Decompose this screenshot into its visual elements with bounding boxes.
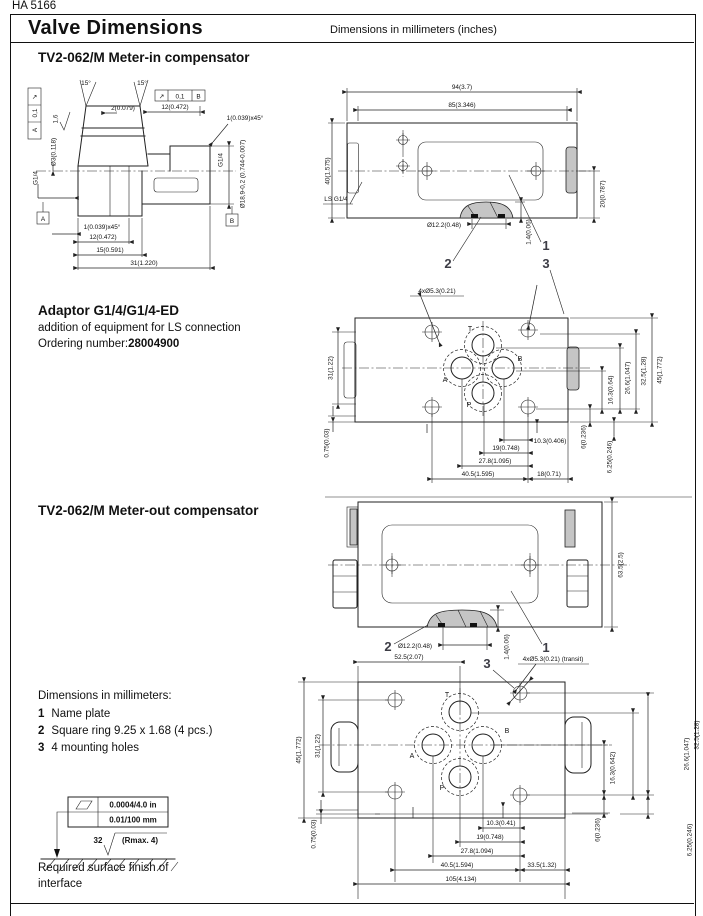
dim-85: 85(3.346) <box>448 102 476 109</box>
legend-item-num: 1 <box>38 708 45 720</box>
dim-635: 63.5(2.5) <box>617 552 625 578</box>
bottom-view-labels <box>410 656 589 792</box>
adaptor-outline <box>342 318 592 433</box>
dim-dia189: Ø18,9-0,2 (0.744-0.007) <box>239 139 247 209</box>
dim-ls-port: LS G1/4 <box>324 196 348 203</box>
callout-3: 3 <box>483 656 491 671</box>
hex-fitting-left <box>333 560 357 608</box>
footer-divider <box>10 903 694 904</box>
rmax-value: (Rmax. 4) <box>121 836 159 845</box>
dim-6: 6(0.236) <box>594 818 602 842</box>
port-b-label: B <box>504 728 510 735</box>
adaptor-view <box>300 285 700 495</box>
port-a-label: A <box>409 753 415 760</box>
dim-12-top: 12(0.472) <box>161 104 189 111</box>
dim-dia3: Ø3(0.118) <box>50 137 58 167</box>
dim-19: 19(0.748) <box>476 834 504 841</box>
dim-20: 20(0.787) <box>599 180 607 208</box>
dim-g14-left: G1/4 <box>32 171 40 185</box>
section-adaptor-title: Adaptor G1/4/G1/4-ED <box>38 303 180 318</box>
ordering-label: Ordering number: <box>38 338 129 350</box>
dim-278: 27.8(1.094) <box>460 848 494 855</box>
page-title: Valve Dimensions <box>28 17 203 39</box>
dim-625: 6.25(0.246) <box>606 440 614 474</box>
legend-item-text: Name plate <box>51 708 111 720</box>
dim-19: 19(0.748) <box>492 445 520 452</box>
dim-103: 10.3(0.41) <box>486 820 516 827</box>
flatness-in: 0.0004/4.0 in <box>109 800 157 810</box>
port-boss-left <box>331 722 358 772</box>
dim-holes: 4xØ5.3(0.21) <box>418 288 456 295</box>
dim-angle-right: 15° <box>137 80 147 87</box>
dim-18: 18(0.71) <box>537 471 561 478</box>
datum-ref-a: A <box>32 127 39 133</box>
dim-chamfer-top: 1(0.039)x45° <box>226 115 264 122</box>
dim-roughness: 1,6 <box>52 114 60 124</box>
port-t-label: T <box>467 326 473 333</box>
runout-symbol: ↗ <box>31 94 38 101</box>
legend-item-text: Square ring 9.25 x 1.68 (4 pcs.) <box>51 725 213 737</box>
square-ring-seal <box>460 202 513 218</box>
roughness-value: 32 <box>93 836 103 845</box>
dim-40: 40(1.575) <box>324 157 332 185</box>
flatness-icon <box>76 801 92 809</box>
callout-1: 1 <box>542 640 550 655</box>
adaptor-labels <box>410 285 537 409</box>
dim-dia12: Ø12.2(0.48) <box>397 643 433 650</box>
dim-278: 27.8(1.095) <box>478 458 512 465</box>
dim-525: 52.5(2.07) <box>394 654 424 661</box>
dim-angle-left: 15° <box>81 80 91 87</box>
surface-finish-caption: Required surface finish of interface <box>38 862 169 890</box>
side-view-dimensions <box>33 79 264 270</box>
callout-2: 2 <box>444 256 452 271</box>
legend <box>38 688 213 757</box>
dim-625: 6.25(0.246) <box>686 823 694 857</box>
document-code: HA 5166 <box>12 0 57 12</box>
ordering-line <box>38 338 179 350</box>
dim-325: 32.5(1.28) <box>640 356 648 386</box>
dim-12-bottom: 12(0.472) <box>89 234 117 241</box>
legend-item <box>38 706 213 723</box>
dim-31: 31(1.22) <box>327 356 335 380</box>
callout-3: 3 <box>542 256 550 271</box>
legend-item-text: 4 mounting holes <box>51 742 139 754</box>
dim-405: 40.5(1.595) <box>461 471 495 478</box>
meter-out-top-view <box>300 495 700 675</box>
meter-in-side-view <box>22 76 322 298</box>
tolerance-value-b: 0,1 <box>175 93 185 101</box>
meter-in-top-view <box>322 78 703 315</box>
dim-31: 31(1.22) <box>314 734 322 758</box>
section-meter-in-title: TV2-062/M Meter-in compensator <box>38 50 250 65</box>
legend-title: Dimensions in millimeters: <box>38 690 172 702</box>
dim-94: 94(3.7) <box>451 84 473 91</box>
dim-266: 26.6(1.047) <box>624 361 632 395</box>
dim-266: 26.6(1.047) <box>683 737 691 771</box>
dim-14: 1.4(0.06) <box>525 219 533 245</box>
dim-075: 0.75(0.03) <box>323 428 331 458</box>
top-view-dimensions <box>323 84 607 314</box>
callout-1: 1 <box>542 238 550 253</box>
datum-flag-b: B <box>229 218 235 225</box>
dim-14: 1.4(0.06) <box>503 634 511 660</box>
body-outline <box>338 123 592 218</box>
legend-item-num: 2 <box>38 725 45 737</box>
section-meter-out-title: TV2-062/M Meter-out compensator <box>38 503 259 518</box>
units-note: Dimensions in millimeters (inches) <box>330 24 497 36</box>
datum-flag-a: A <box>40 216 46 223</box>
name-plate <box>382 525 538 603</box>
legend-item <box>38 740 213 757</box>
dim-103: 10.3(0.406) <box>533 438 567 445</box>
dim-groove: 2(0.079) <box>111 105 135 112</box>
dim-45: 45(1.772) <box>295 736 303 764</box>
dim-105: 105(4.134) <box>445 876 477 883</box>
dim-325: 32.5(1.28) <box>693 720 701 750</box>
dim-31: 31(1.220) <box>130 260 158 267</box>
dim-holes-transit: 4xØ5.3(0.21) (transit) <box>522 656 584 663</box>
flatness-mm: 0.01/100 mm <box>109 815 157 825</box>
ordering-number: 28004900 <box>128 338 180 350</box>
callout-2: 2 <box>384 639 392 654</box>
dim-g14-right: G1/4 <box>217 153 225 167</box>
dim-075: 0.75(0.03) <box>310 819 318 849</box>
body-outline <box>320 682 612 818</box>
cartridge-outline <box>36 80 236 216</box>
meter-out-bottom-view <box>290 650 702 916</box>
arrow-down-icon <box>54 849 60 858</box>
dim-chamfer-bottom: 1(0.039)x45° <box>83 224 121 231</box>
hex-fitting-right <box>567 560 588 607</box>
dim-45: 45(1.772) <box>656 356 664 384</box>
port-a-label: A <box>442 377 448 384</box>
body-outline <box>328 502 630 627</box>
legend-item <box>38 723 213 740</box>
dim-163: 16.3(0.64) <box>607 375 615 405</box>
dim-405: 40.5(1.594) <box>440 862 474 869</box>
dim-15: 15(0.591) <box>96 247 124 254</box>
dim-163: 16.3(0.642) <box>609 751 617 785</box>
dim-6: 6(0.236) <box>580 425 588 449</box>
tolerance-value-a: 0,1 <box>32 108 39 118</box>
adaptor-subtitle: addition of equipment for LS connection <box>38 322 241 334</box>
legend-item-num: 3 <box>38 742 45 754</box>
port-p-label: P <box>439 785 445 792</box>
port-t-label: T <box>444 692 450 699</box>
bottom-view-dimensions <box>296 654 701 899</box>
dim-dia12: Ø12.2(0.48) <box>426 222 462 229</box>
port-p-label: P <box>466 402 472 409</box>
datum-ref-b: B <box>196 93 201 101</box>
runout-symbol: ↗ <box>158 93 165 101</box>
port-b-label: B <box>517 356 523 363</box>
dim-335: 33.5(1.32) <box>527 862 557 869</box>
